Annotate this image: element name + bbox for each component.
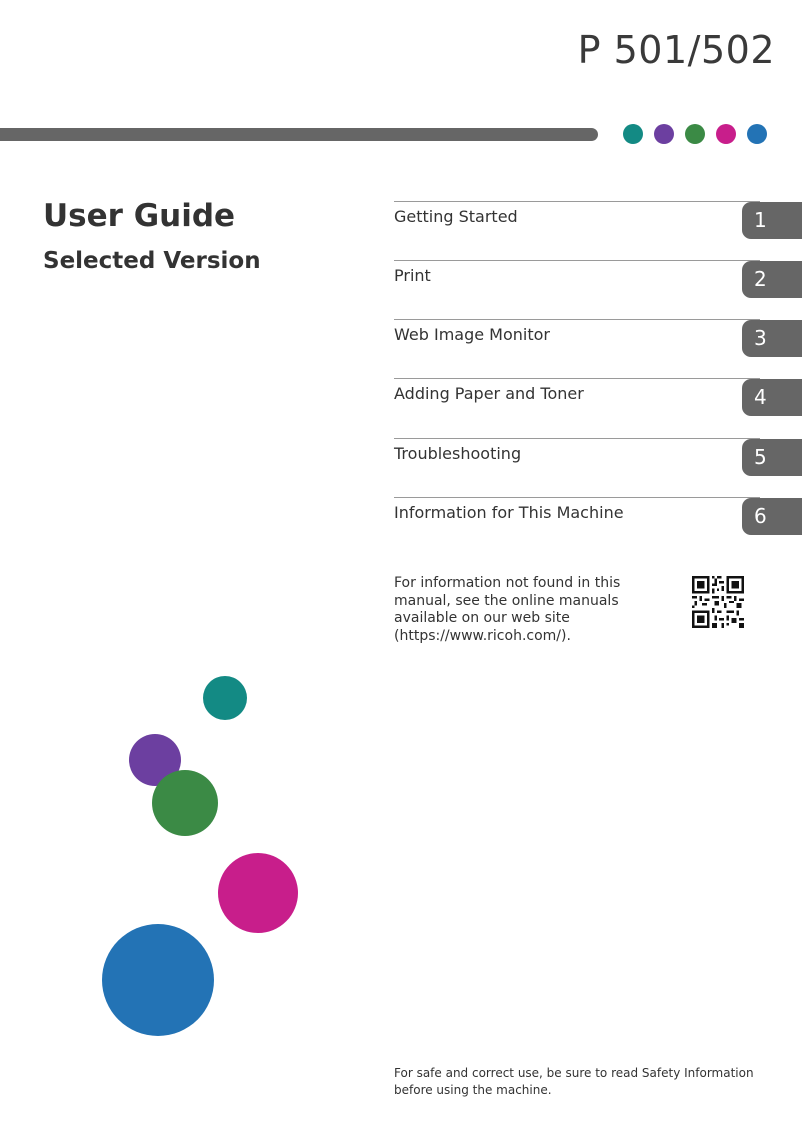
header-bar xyxy=(0,128,598,141)
chapter-tab: 6 xyxy=(742,498,802,535)
blue-circle xyxy=(102,924,214,1036)
chapter-tab: 3 xyxy=(742,320,802,357)
teal-dot xyxy=(623,124,643,144)
model-name: P 501/502 xyxy=(577,28,775,72)
toc-item-adding-paper-and-toner[interactable] xyxy=(394,378,802,418)
magenta-dot xyxy=(716,124,736,144)
chapter-tab: 4 xyxy=(742,379,802,416)
chapter-tab: 2 xyxy=(742,261,802,298)
toc-item-print[interactable] xyxy=(394,260,802,300)
toc-item-troubleshooting[interactable] xyxy=(394,438,802,478)
magenta-circle xyxy=(218,853,298,933)
toc-item-information-for-this-machine[interactable] xyxy=(394,497,802,537)
toc-label: Print xyxy=(394,266,431,285)
green-circle xyxy=(152,770,218,836)
purple-dot xyxy=(654,124,674,144)
safety-note: For safe and correct use, be sure to read Safety Information before using the machine. xyxy=(394,1066,754,1097)
toc-label: Web Image Monitor xyxy=(394,325,550,344)
toc-label: Getting Started xyxy=(394,207,518,226)
chapter-tab: 5 xyxy=(742,439,802,476)
toc-item-web-image-monitor[interactable] xyxy=(394,319,802,359)
toc-divider xyxy=(394,201,760,202)
green-dot xyxy=(685,124,705,144)
document-subtitle: Selected Version xyxy=(43,248,261,274)
toc-divider xyxy=(394,319,760,320)
online-manuals-note: For information not found in this manual, see the online manuals available on our web site (https://www.ricoh.com/). xyxy=(394,575,621,644)
toc-label: Information for This Machine xyxy=(394,503,624,522)
toc-divider xyxy=(394,497,760,498)
chapter-tab: 1 xyxy=(742,202,802,239)
document-title: User Guide xyxy=(43,198,236,234)
toc-divider xyxy=(394,378,760,379)
teal-circle xyxy=(203,676,247,720)
toc-divider xyxy=(394,260,760,261)
blue-dot xyxy=(747,124,767,144)
toc-label: Troubleshooting xyxy=(394,444,522,463)
toc-label: Adding Paper and Toner xyxy=(394,384,584,403)
toc-item-getting-started[interactable] xyxy=(394,201,802,241)
toc-divider xyxy=(394,438,760,439)
qr-code-icon[interactable] xyxy=(692,576,744,628)
decorative-circles xyxy=(0,660,320,1060)
header-dots xyxy=(623,124,767,144)
